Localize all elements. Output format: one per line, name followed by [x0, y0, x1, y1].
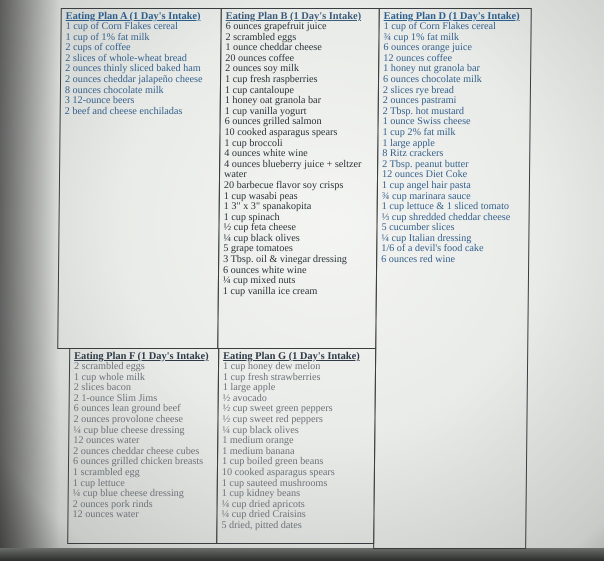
- plan-f-item: 2 ounces pork rinds: [72, 498, 153, 510]
- plan-d-item: 6 ounces red wine: [381, 254, 456, 266]
- plan-a-item: 3 12-ounce beers: [64, 95, 135, 107]
- plan-b-item: 6 ounces grilled salmon: [224, 116, 322, 128]
- plan-g-item: 1 medium orange: [222, 435, 294, 447]
- plan-b-item: 4 ounces blueberry juice + seltzer water: [223, 158, 362, 181]
- plan-a-title: Eating Plan A (1 Day's Intake): [65, 11, 201, 22]
- plan-d-item: 1 large apple: [382, 137, 435, 149]
- plan-g-item: 10 cooked asparagus spears: [221, 466, 335, 478]
- plan-g-item: 1 cup sauteed mushrooms: [221, 477, 328, 489]
- plan-d-item: 12 ounces coffee: [383, 52, 453, 64]
- plan-f-item: 2 scrambled eggs: [73, 361, 145, 372]
- plan-b-item: 3 Tbsp. oil & vinegar dressing: [223, 254, 347, 266]
- plan-b-item: 1 cup spinach: [223, 211, 280, 223]
- plan-b-item: 20 ounces coffee: [225, 52, 295, 64]
- shadow-bottom: [0, 548, 604, 561]
- plan-b-item: 2 scrambled eggs: [225, 31, 297, 43]
- plan-g-item: ¼ cup black olives: [222, 424, 299, 436]
- plan-f-item: 2 ounces provolone cheese: [73, 413, 184, 425]
- plan-f-item: 6 ounces lean ground beef: [73, 403, 181, 415]
- plan-f-item: 1 scrambled egg: [72, 466, 140, 478]
- plan-d-title: Eating Plan D (1 Day's Intake): [383, 11, 520, 22]
- plan-b-item: 5 grape tomatoes: [223, 243, 293, 255]
- plan-d-item: 2 ounces pastrami: [382, 95, 457, 107]
- plan-a-item: 2 ounces cheddar jalapeño cheese: [64, 73, 203, 85]
- plan-f-item: 1 cup whole milk: [73, 371, 146, 383]
- plan-b-list: [223, 22, 377, 297]
- plan-g-item: 1 large apple: [222, 382, 276, 394]
- plan-d-item: 1 cup of Corn Flakes cereal: [383, 21, 496, 32]
- plan-b-item: 1 cup fresh raspberries: [224, 73, 318, 85]
- plan-b-item: 20 barbecue flavor soy crisps: [223, 179, 344, 191]
- plan-d-item: ¾ cup marinara sauce: [381, 190, 471, 202]
- plan-b-item: ¼ cup black olives: [223, 232, 300, 244]
- plan-f-item: 2 slices bacon: [73, 382, 132, 394]
- plan-f-item: 12 ounces water: [73, 435, 140, 447]
- plan-b-item: ½ cup feta cheese: [223, 222, 296, 234]
- plan-f-item: 12 ounces water: [72, 509, 139, 521]
- plan-b-title: Eating Plan B (1 Day's Intake): [225, 11, 362, 22]
- plan-d-item: 1/6 of a devil's food cake: [381, 243, 484, 255]
- plan-g-item: 1 cup kidney beans: [221, 488, 301, 500]
- plan-b-item: 6 ounces white wine: [222, 264, 307, 276]
- plan-f-cell: [67, 348, 219, 544]
- plan-b-item: 1 ounce cheddar cheese: [225, 42, 322, 54]
- plan-d-item: 1 cup 2% fat milk: [382, 126, 456, 138]
- plan-d-item: 1 cup lettuce & 1 sliced tomato: [381, 201, 510, 213]
- plan-a-item: 2 beef and cheese enchiladas: [64, 105, 183, 117]
- plan-f-item: 2 ounces cheddar cheese cubes: [73, 445, 200, 457]
- eating-plans-sheet: [53, 3, 535, 546]
- plan-g-cell: [216, 348, 376, 544]
- plan-a-item: 2 ounces thinly sliced baked ham: [65, 63, 201, 75]
- plan-d-item: 8 Ritz crackers: [382, 148, 444, 160]
- plan-f-list: [72, 362, 216, 521]
- plan-b-item: 4 ounces white wine: [224, 148, 308, 160]
- plan-d-item: 1 honey nut granola bar: [383, 63, 480, 75]
- plan-b-item: 1 cup vanilla ice cream: [222, 285, 318, 297]
- plan-d-item: 2 slices rye bread: [382, 84, 454, 96]
- plan-g-title: Eating Plan G (1 Day's Intake): [223, 351, 360, 362]
- plan-b-item: 10 cooked asparagus spears: [224, 126, 338, 138]
- plan-d-item: 12 ounces Diet Coke: [381, 169, 468, 181]
- plan-b-item: 6 ounces grapefruit juice: [225, 21, 327, 32]
- plan-a-item: 1 cup of Corn Flakes cereal: [65, 21, 178, 32]
- shadow-left: [0, 0, 60, 561]
- plan-d-cell: [373, 8, 532, 549]
- plan-b-item: 1 cup wasabi peas: [223, 190, 298, 202]
- plan-g-item: ½ cup sweet green peppers: [222, 403, 333, 415]
- plan-d-item: ⅓ cup shredded cheddar cheese: [381, 211, 511, 223]
- plan-b-item: 1 honey oat granola bar: [224, 95, 322, 107]
- plan-d-item: 6 ounces orange juice: [383, 42, 472, 54]
- plan-a-item: 1 cup of 1% fat milk: [65, 31, 150, 43]
- plan-a-list: [65, 22, 219, 117]
- plan-g-item: ½ cup sweet red peppers: [222, 413, 323, 425]
- plan-d-item: ¾ cup 1% fat milk: [383, 31, 460, 43]
- plan-a-cell: [57, 8, 222, 349]
- plan-b-item: ¼ cup mixed nuts: [222, 275, 296, 287]
- plan-a-item: 8 ounces chocolate milk: [64, 84, 164, 96]
- plan-g-item: 1 medium banana: [222, 445, 295, 457]
- plan-d-item: 6 ounces chocolate milk: [382, 73, 482, 85]
- plan-d-item: 1 ounce Swiss cheese: [382, 116, 471, 128]
- plan-d-item: 2 Tbsp. hot mustard: [382, 105, 465, 117]
- plan-g-item: 1 cup boiled green beans: [221, 456, 324, 468]
- plan-f-item: 1 cup lettuce: [72, 477, 125, 489]
- plan-b-item: 2 ounces soy milk: [225, 63, 300, 75]
- plan-g-item: 1 cup honey dew melon: [222, 361, 321, 372]
- plan-a-item: 2 cups of coffee: [65, 42, 131, 54]
- plan-f-item: 2 1-ounce Slim Jims: [73, 392, 158, 404]
- plan-g-list: [221, 362, 373, 532]
- plan-g-item: 1 cup fresh strawberries: [222, 371, 321, 383]
- plan-b-item: 1 cup cantaloupe: [224, 84, 295, 96]
- plan-g-item: 5 dried, pitted dates: [221, 519, 302, 531]
- plan-d-list: [381, 22, 529, 266]
- plan-f-item: 6 ounces grilled chicken breasts: [72, 456, 204, 468]
- plan-f-title: Eating Plan F (1 Day's Intake): [74, 351, 209, 362]
- plan-g-item: ½ avocado: [222, 392, 267, 404]
- plan-g-item: ¼ cup dried apricots: [221, 498, 305, 510]
- plan-g-item: ¼ cup dried Craisins: [221, 509, 306, 521]
- plan-d-item: 1 cup angel hair pasta: [381, 179, 471, 191]
- plan-d-item: 2 Tbsp. peanut butter: [382, 158, 469, 170]
- plan-a-item: 2 slices of whole-wheat bread: [65, 52, 187, 64]
- plan-b-item: 1 cup broccoli: [224, 137, 283, 149]
- plan-d-item: ¼ cup Italian dressing: [381, 232, 472, 244]
- plan-f-item: ¼ cup blue cheese dressing: [72, 488, 184, 500]
- plan-f-item: ¼ cup blue cheese dressing: [73, 424, 185, 436]
- plan-b-item: 1 3" x 3" spanakopita: [223, 201, 312, 213]
- plan-b-item: 1 cup vanilla yogurt: [224, 105, 307, 117]
- plan-b-cell: [217, 8, 380, 349]
- plan-d-item: 5 cucumber slices: [381, 222, 455, 234]
